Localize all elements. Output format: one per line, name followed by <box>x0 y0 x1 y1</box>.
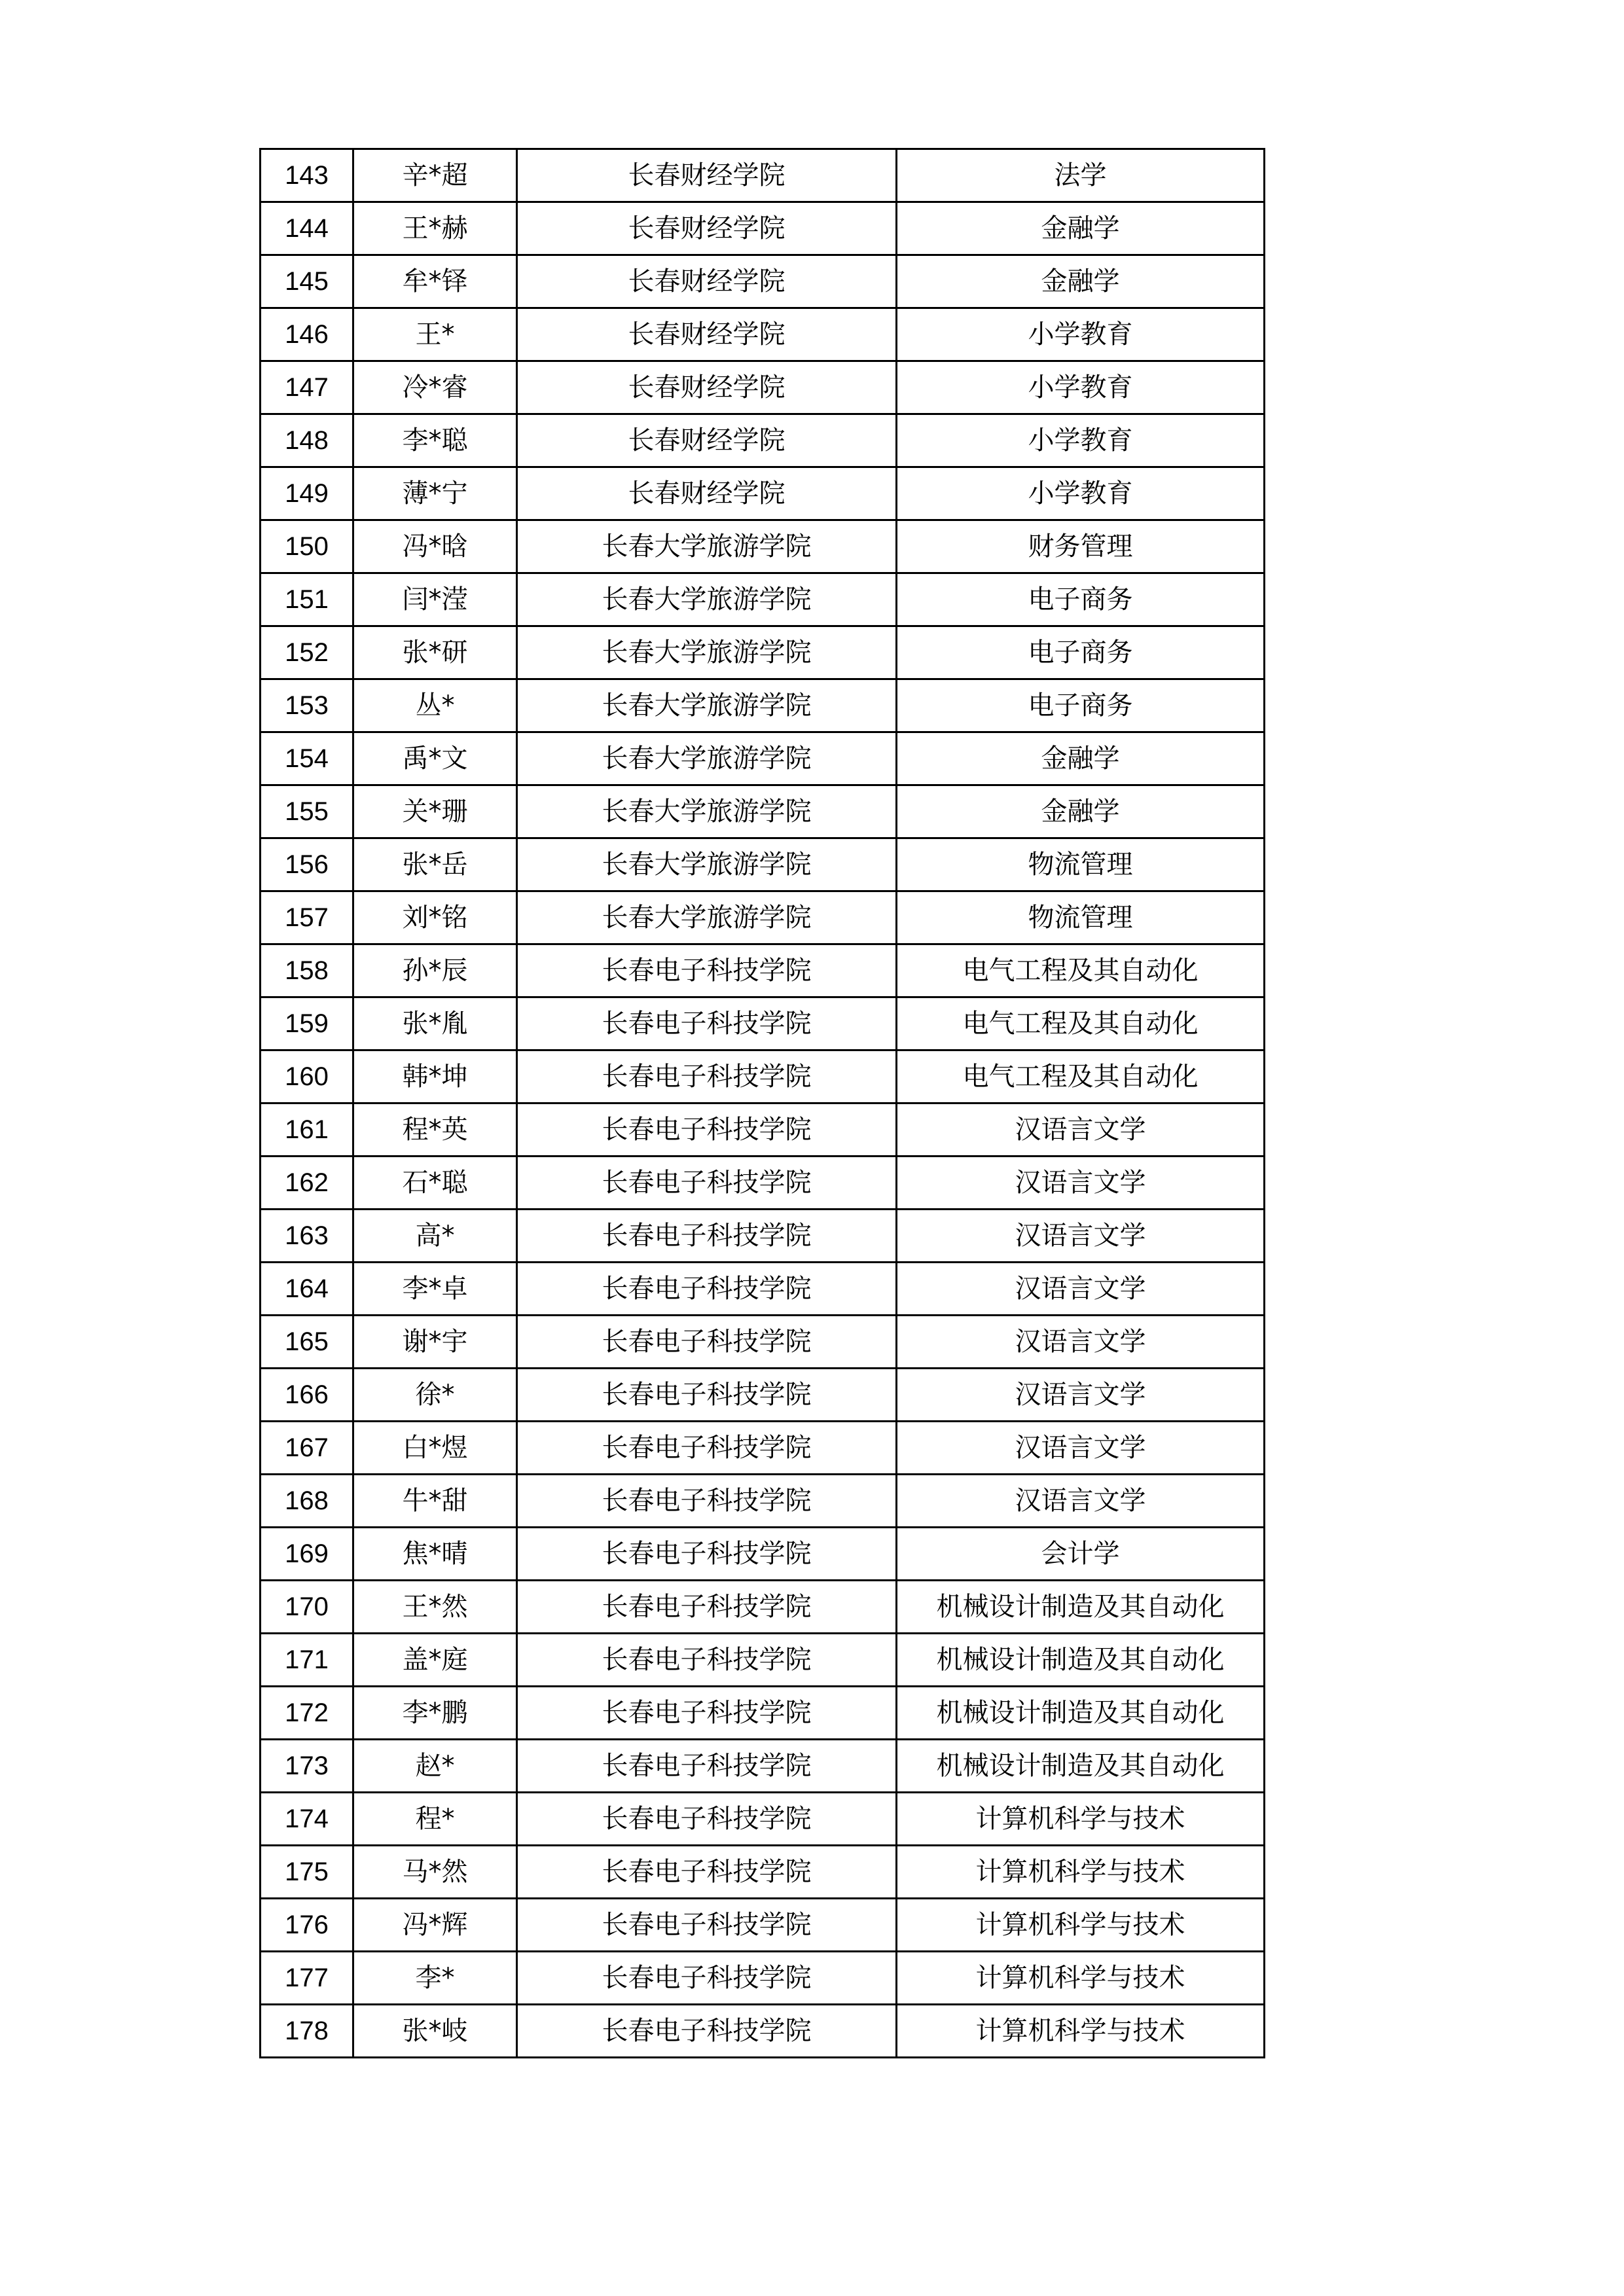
school-cell: 长春电子科技学院 <box>517 1846 897 1899</box>
major-cell: 电子商务 <box>897 679 1265 732</box>
student-name-cell: 刘*铭 <box>353 891 517 944</box>
major-cell: 电气工程及其自动化 <box>897 944 1265 997</box>
major-cell: 计算机科学与技术 <box>897 1952 1265 2005</box>
table-row <box>261 1793 1265 1846</box>
student-name-cell: 张*研 <box>353 626 517 679</box>
school-cell: 长春电子科技学院 <box>517 1050 897 1103</box>
student-name-cell: 孙*辰 <box>353 944 517 997</box>
school-cell: 长春电子科技学院 <box>517 944 897 997</box>
student-name-cell: 冯*晗 <box>353 520 517 573</box>
row-number-cell: 156 <box>261 838 353 891</box>
table-row <box>261 997 1265 1050</box>
row-number-cell: 161 <box>261 1103 353 1157</box>
row-number-cell: 149 <box>261 467 353 520</box>
row-number-cell: 145 <box>261 255 353 308</box>
row-number-cell: 162 <box>261 1157 353 1210</box>
school-cell: 长春电子科技学院 <box>517 1316 897 1369</box>
student-name-cell: 李* <box>353 1952 517 2005</box>
school-cell: 长春财经学院 <box>517 255 897 308</box>
school-cell: 长春电子科技学院 <box>517 1687 897 1740</box>
school-cell: 长春财经学院 <box>517 149 897 202</box>
major-cell: 汉语言文学 <box>897 1157 1265 1210</box>
table-row <box>261 1316 1265 1369</box>
row-number-cell: 167 <box>261 1422 353 1475</box>
student-name-cell: 李*鹏 <box>353 1687 517 1740</box>
table-row <box>261 1634 1265 1687</box>
student-name-cell: 程*英 <box>353 1103 517 1157</box>
school-cell: 长春电子科技学院 <box>517 1369 897 1422</box>
roster-body <box>261 149 1265 2058</box>
major-cell: 金融学 <box>897 732 1265 785</box>
row-number-cell: 147 <box>261 361 353 414</box>
table-row <box>261 679 1265 732</box>
major-cell: 机械设计制造及其自动化 <box>897 1740 1265 1793</box>
major-cell: 汉语言文学 <box>897 1263 1265 1316</box>
student-name-cell: 谢*宇 <box>353 1316 517 1369</box>
school-cell: 长春财经学院 <box>517 202 897 255</box>
school-cell: 长春大学旅游学院 <box>517 732 897 785</box>
major-cell: 汉语言文学 <box>897 1369 1265 1422</box>
major-cell: 小学教育 <box>897 361 1265 414</box>
school-cell: 长春电子科技学院 <box>517 1793 897 1846</box>
row-number-cell: 155 <box>261 785 353 838</box>
student-name-cell: 张*岐 <box>353 2005 517 2058</box>
school-cell: 长春大学旅游学院 <box>517 679 897 732</box>
row-number-cell: 152 <box>261 626 353 679</box>
school-cell: 长春电子科技学院 <box>517 1422 897 1475</box>
school-cell: 长春大学旅游学院 <box>517 891 897 944</box>
school-cell: 长春电子科技学院 <box>517 1634 897 1687</box>
student-name-cell: 徐* <box>353 1369 517 1422</box>
student-name-cell: 张*岳 <box>353 838 517 891</box>
student-name-cell: 白*煜 <box>353 1422 517 1475</box>
table-row <box>261 1103 1265 1157</box>
table-row <box>261 414 1265 467</box>
major-cell: 汉语言文学 <box>897 1475 1265 1528</box>
school-cell: 长春电子科技学院 <box>517 1899 897 1952</box>
school-cell: 长春大学旅游学院 <box>517 573 897 626</box>
school-cell: 长春电子科技学院 <box>517 1528 897 1581</box>
student-name-cell: 牛*甜 <box>353 1475 517 1528</box>
table-row <box>261 467 1265 520</box>
row-number-cell: 160 <box>261 1050 353 1103</box>
table-row <box>261 520 1265 573</box>
school-cell: 长春财经学院 <box>517 361 897 414</box>
student-name-cell: 冷*睿 <box>353 361 517 414</box>
row-number-cell: 172 <box>261 1687 353 1740</box>
student-name-cell: 辛*超 <box>353 149 517 202</box>
table-row <box>261 1050 1265 1103</box>
school-cell: 长春大学旅游学院 <box>517 626 897 679</box>
major-cell: 汉语言文学 <box>897 1422 1265 1475</box>
table-row <box>261 149 1265 202</box>
school-cell: 长春财经学院 <box>517 414 897 467</box>
major-cell: 小学教育 <box>897 467 1265 520</box>
school-cell: 长春财经学院 <box>517 308 897 361</box>
row-number-cell: 173 <box>261 1740 353 1793</box>
row-number-cell: 178 <box>261 2005 353 2058</box>
major-cell: 电气工程及其自动化 <box>897 1050 1265 1103</box>
table-row <box>261 1581 1265 1634</box>
row-number-cell: 176 <box>261 1899 353 1952</box>
major-cell: 金融学 <box>897 202 1265 255</box>
school-cell: 长春电子科技学院 <box>517 1103 897 1157</box>
table-row <box>261 1687 1265 1740</box>
row-number-cell: 154 <box>261 732 353 785</box>
school-cell: 长春大学旅游学院 <box>517 785 897 838</box>
major-cell: 计算机科学与技术 <box>897 2005 1265 2058</box>
major-cell: 机械设计制造及其自动化 <box>897 1634 1265 1687</box>
school-cell: 长春电子科技学院 <box>517 997 897 1050</box>
row-number-cell: 177 <box>261 1952 353 2005</box>
major-cell: 汉语言文学 <box>897 1210 1265 1263</box>
student-name-cell: 李*聪 <box>353 414 517 467</box>
student-name-cell: 丛* <box>353 679 517 732</box>
row-number-cell: 163 <box>261 1210 353 1263</box>
row-number-cell: 169 <box>261 1528 353 1581</box>
student-name-cell: 关*珊 <box>353 785 517 838</box>
table-row <box>261 255 1265 308</box>
major-cell: 财务管理 <box>897 520 1265 573</box>
school-cell: 长春电子科技学院 <box>517 1740 897 1793</box>
major-cell: 小学教育 <box>897 308 1265 361</box>
row-number-cell: 157 <box>261 891 353 944</box>
major-cell: 汉语言文学 <box>897 1103 1265 1157</box>
table-row <box>261 1740 1265 1793</box>
major-cell: 机械设计制造及其自动化 <box>897 1687 1265 1740</box>
major-cell: 计算机科学与技术 <box>897 1899 1265 1952</box>
row-number-cell: 164 <box>261 1263 353 1316</box>
table-row <box>261 308 1265 361</box>
row-number-cell: 151 <box>261 573 353 626</box>
student-name-cell: 程* <box>353 1793 517 1846</box>
major-cell: 小学教育 <box>897 414 1265 467</box>
table-row <box>261 838 1265 891</box>
student-name-cell: 冯*辉 <box>353 1899 517 1952</box>
student-name-cell: 韩*坤 <box>353 1050 517 1103</box>
major-cell: 电子商务 <box>897 626 1265 679</box>
row-number-cell: 153 <box>261 679 353 732</box>
table-row <box>261 891 1265 944</box>
table-row <box>261 626 1265 679</box>
student-name-cell: 张*胤 <box>353 997 517 1050</box>
table-row <box>261 1475 1265 1528</box>
row-number-cell: 170 <box>261 1581 353 1634</box>
major-cell: 电气工程及其自动化 <box>897 997 1265 1050</box>
row-number-cell: 150 <box>261 520 353 573</box>
row-number-cell: 168 <box>261 1475 353 1528</box>
table-row <box>261 361 1265 414</box>
table-row <box>261 944 1265 997</box>
major-cell: 计算机科学与技术 <box>897 1846 1265 1899</box>
school-cell: 长春电子科技学院 <box>517 1475 897 1528</box>
major-cell: 金融学 <box>897 785 1265 838</box>
table-row <box>261 573 1265 626</box>
student-name-cell: 石*聪 <box>353 1157 517 1210</box>
major-cell: 物流管理 <box>897 838 1265 891</box>
student-name-cell: 王*然 <box>353 1581 517 1634</box>
student-name-cell: 禹*文 <box>353 732 517 785</box>
row-number-cell: 159 <box>261 997 353 1050</box>
school-cell: 长春大学旅游学院 <box>517 838 897 891</box>
row-number-cell: 174 <box>261 1793 353 1846</box>
major-cell: 法学 <box>897 149 1265 202</box>
school-cell: 长春财经学院 <box>517 467 897 520</box>
row-number-cell: 175 <box>261 1846 353 1899</box>
table-row <box>261 1952 1265 2005</box>
row-number-cell: 143 <box>261 149 353 202</box>
student-name-cell: 薄*宁 <box>353 467 517 520</box>
school-cell: 长春电子科技学院 <box>517 1210 897 1263</box>
student-name-cell: 盖*庭 <box>353 1634 517 1687</box>
table-row <box>261 1157 1265 1210</box>
major-cell: 计算机科学与技术 <box>897 1793 1265 1846</box>
row-number-cell: 146 <box>261 308 353 361</box>
major-cell: 金融学 <box>897 255 1265 308</box>
row-number-cell: 166 <box>261 1369 353 1422</box>
table-row <box>261 2005 1265 2058</box>
row-number-cell: 165 <box>261 1316 353 1369</box>
school-cell: 长春电子科技学院 <box>517 1952 897 2005</box>
row-number-cell: 158 <box>261 944 353 997</box>
student-name-cell: 赵* <box>353 1740 517 1793</box>
table-row <box>261 1369 1265 1422</box>
row-number-cell: 148 <box>261 414 353 467</box>
table-row <box>261 1422 1265 1475</box>
major-cell: 机械设计制造及其自动化 <box>897 1581 1265 1634</box>
school-cell: 长春电子科技学院 <box>517 1581 897 1634</box>
student-name-cell: 马*然 <box>353 1846 517 1899</box>
table-row <box>261 785 1265 838</box>
school-cell: 长春大学旅游学院 <box>517 520 897 573</box>
student-name-cell: 王*赫 <box>353 202 517 255</box>
table-row <box>261 732 1265 785</box>
major-cell: 电子商务 <box>897 573 1265 626</box>
school-cell: 长春电子科技学院 <box>517 2005 897 2058</box>
row-number-cell: 171 <box>261 1634 353 1687</box>
student-name-cell: 牟*铎 <box>353 255 517 308</box>
table-row <box>261 1263 1265 1316</box>
school-cell: 长春电子科技学院 <box>517 1263 897 1316</box>
student-name-cell: 李*卓 <box>353 1263 517 1316</box>
table-row <box>261 1899 1265 1952</box>
student-name-cell: 焦*晴 <box>353 1528 517 1581</box>
table-row <box>261 1210 1265 1263</box>
table-row <box>261 202 1265 255</box>
table-row <box>261 1846 1265 1899</box>
table-row <box>261 1528 1265 1581</box>
major-cell: 会计学 <box>897 1528 1265 1581</box>
student-roster-table <box>259 148 1265 2058</box>
row-number-cell: 144 <box>261 202 353 255</box>
major-cell: 汉语言文学 <box>897 1316 1265 1369</box>
school-cell: 长春电子科技学院 <box>517 1157 897 1210</box>
major-cell: 物流管理 <box>897 891 1265 944</box>
student-name-cell: 王* <box>353 308 517 361</box>
student-name-cell: 高* <box>353 1210 517 1263</box>
student-name-cell: 闫*滢 <box>353 573 517 626</box>
